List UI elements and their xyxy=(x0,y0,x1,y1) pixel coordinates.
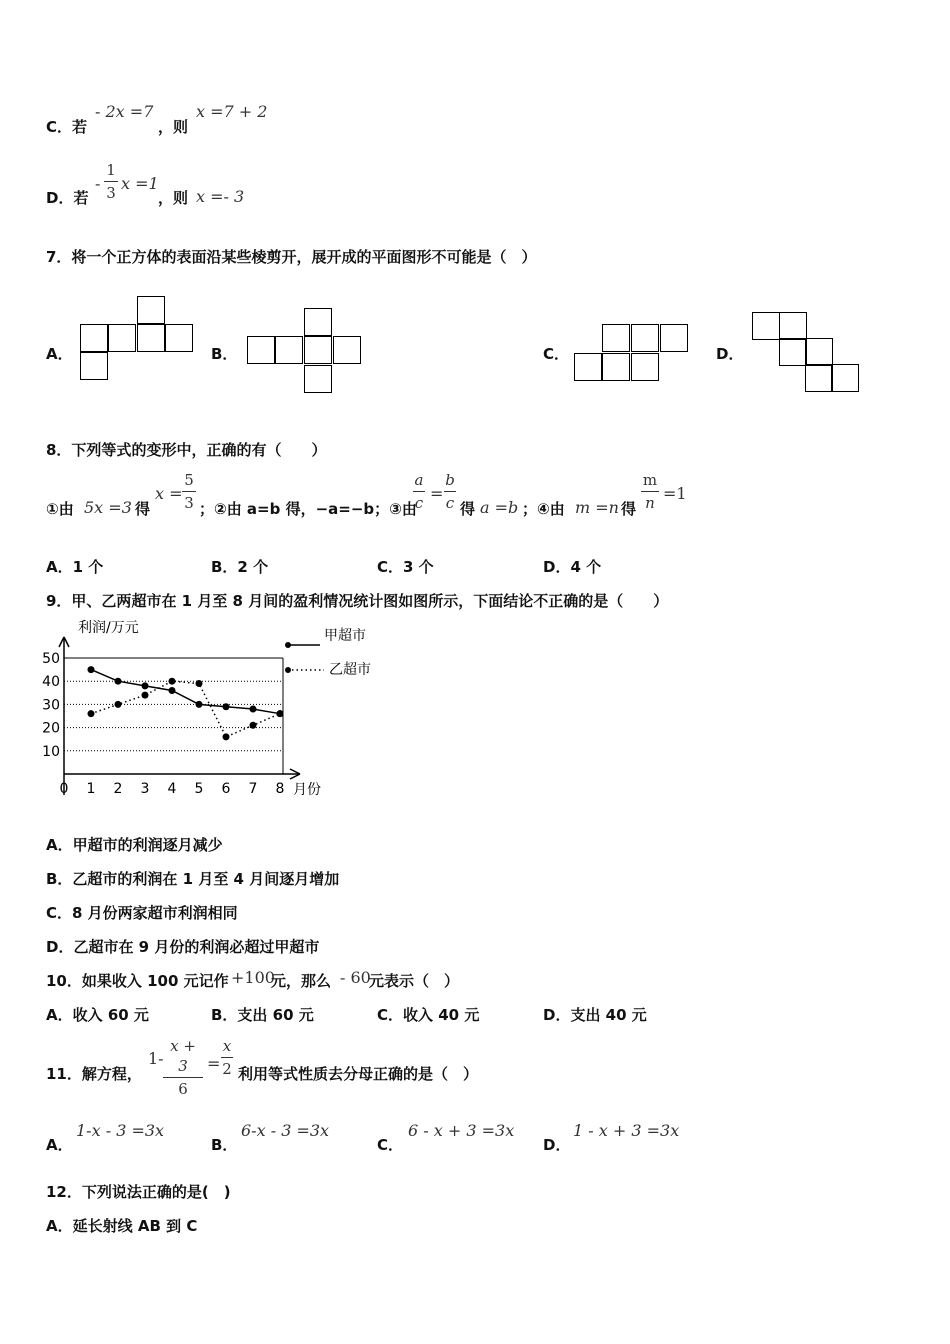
q8-s4-n: n xyxy=(645,494,655,512)
q6-d-minus: - xyxy=(95,174,101,193)
data-point-s0-m2 xyxy=(115,678,122,685)
q8-s3-de: 得 xyxy=(460,500,476,518)
q8-s4-equation: m =n xyxy=(575,498,619,517)
q6-c-label: C．若 xyxy=(46,118,88,136)
q8-s4-fraction xyxy=(641,470,659,513)
q6-d-x-equals: x =1 xyxy=(121,174,159,193)
q11-denominator-left: 6 xyxy=(178,1080,188,1098)
legend-label-jia: 甲超市 xyxy=(324,628,366,644)
q6-d-numerator: 1 xyxy=(106,161,116,179)
x-tick-label: 8 xyxy=(275,781,285,797)
q11-fraction-right xyxy=(221,1036,233,1079)
data-point-s1-m6 xyxy=(223,733,230,740)
q11-option-d-equation: 1 - x + 3 =3x xyxy=(573,1121,680,1140)
q7-stem: 7．将一个正方体的表面沿某些棱剪开，展开成的平面图形不可能是（ ） xyxy=(46,248,537,266)
q8-s3-equals: = xyxy=(430,484,444,503)
y-tick-label: 10 xyxy=(42,743,60,760)
q8-s1-fraction xyxy=(182,470,196,513)
q8-s3-fraction-a xyxy=(413,470,425,513)
ticks xyxy=(42,651,284,797)
q6-d-denominator: 3 xyxy=(106,184,116,202)
q8-s3-fraction-b xyxy=(444,470,456,513)
x-tick-label: 4 xyxy=(167,781,177,797)
profit-line-chart xyxy=(40,612,400,802)
q10-stem-part3: 元表示（ ） xyxy=(369,972,460,990)
y-axis-label: 利润/万元 xyxy=(78,620,139,636)
q7-option-d-label: D． xyxy=(716,345,744,363)
q11-one-minus: 1- xyxy=(148,1049,164,1068)
q8-s3-c2: c xyxy=(445,494,455,512)
series-points xyxy=(88,666,284,740)
q8-s1-prefix: ①由 xyxy=(46,500,74,518)
y-tick-label: 50 xyxy=(42,651,60,667)
q12-option-a: A．延长射线 AB 到 C xyxy=(46,1217,198,1235)
data-point-s0-m4 xyxy=(169,687,176,694)
q8-s3-c: c xyxy=(414,494,424,512)
y-tick-label: 30 xyxy=(42,697,60,714)
q11-numerator-right: x xyxy=(222,1037,232,1055)
x-tick-label: 0 xyxy=(59,781,69,797)
q8-option-b: B．2 个 xyxy=(211,558,269,576)
q11-option-b-label: B． xyxy=(211,1136,238,1154)
q9-option-c: C．8 月份两家超市利润相同 xyxy=(46,904,238,922)
q8-s1-de: 得 xyxy=(135,500,151,518)
x-tick-label: 5 xyxy=(194,781,204,797)
q11-option-b-equation: 6-x - 3 =3x xyxy=(241,1121,330,1140)
q6-d-then: ，则 xyxy=(158,189,189,207)
x-tick-label: 3 xyxy=(140,781,150,797)
q11-option-c-equation: 6 - x + 3 =3x xyxy=(408,1121,515,1140)
x-tick-label: 6 xyxy=(221,781,231,797)
q8-s1-numerator: 5 xyxy=(184,471,194,489)
q8-s1-denominator: 3 xyxy=(184,494,194,512)
q11-fraction-left xyxy=(163,1036,203,1099)
q9-option-b: B．乙超市的利润在 1 月至 4 月间逐月增加 xyxy=(46,870,340,888)
x-tick-label: 2 xyxy=(113,781,123,797)
q8-s2: ；②由 a=b 得，−a=−b；③由 xyxy=(199,500,417,518)
legend xyxy=(285,627,371,678)
q10-minus60: - 60 xyxy=(340,968,371,987)
q7-option-b-label: B． xyxy=(211,345,238,363)
data-point-s1-m3 xyxy=(142,692,149,699)
data-point-s0-m1 xyxy=(88,666,95,673)
q8-option-c: C．3 个 xyxy=(377,558,434,576)
q11-option-c-label: C． xyxy=(377,1136,404,1154)
q11-numerator-left: x + 3 xyxy=(170,1037,196,1075)
q6-d-result: x =- 3 xyxy=(196,187,245,206)
q8-stem: 8．下列等式的变形中，正确的有（ ） xyxy=(46,441,327,459)
q6-c-then: ，则 xyxy=(158,118,189,136)
q10-option-d: D．支出 40 元 xyxy=(543,1006,647,1024)
data-point-s1-m5 xyxy=(196,680,203,687)
q10-option-a: A．收入 60 元 xyxy=(46,1006,149,1024)
q8-option-a: A．1 个 xyxy=(46,558,104,576)
q8-s3-b: b xyxy=(445,471,455,489)
q10-stem-part1: 10．如果收入 100 元记作 xyxy=(46,972,229,990)
q8-s4-m: m xyxy=(642,471,658,489)
legend-label-yi: 乙超市 xyxy=(329,662,371,678)
data-point-s1-m2 xyxy=(115,701,122,708)
q10-plus100: +100 xyxy=(231,968,275,987)
q8-s4-prefix: ；④由 xyxy=(522,500,565,518)
data-point-s1-m8 xyxy=(277,710,284,717)
q6-c-equation: - 2x =7 xyxy=(95,102,154,121)
data-point-s0-m5 xyxy=(196,701,203,708)
q9-stem: 9．甲、乙两超市在 1 月至 8 月间的盈利情况统计图如图所示，下面结论不正确的是（ ） xyxy=(46,592,669,610)
data-point-s1-m4 xyxy=(169,678,176,685)
data-point-s0-m7 xyxy=(250,706,257,713)
q8-s4-de: 得 xyxy=(621,500,637,518)
q10-stem-part2: 元，那么 xyxy=(271,972,332,990)
q6-d-fraction xyxy=(104,160,118,203)
x-tick-label: 1 xyxy=(86,781,96,797)
x-axis-label: 月份 xyxy=(293,782,321,798)
q8-s1-x: x = xyxy=(155,484,183,503)
y-tick-label: 40 xyxy=(42,674,60,691)
q11-option-a-label: A． xyxy=(46,1136,73,1154)
data-point-s0-m3 xyxy=(142,682,149,689)
data-point-s0-m6 xyxy=(223,703,230,710)
q8-s4-result: =1 xyxy=(663,484,687,503)
data-point-s1-m1 xyxy=(88,710,95,717)
q11-option-a-equation: 1-x - 3 =3x xyxy=(76,1121,165,1140)
q11-stem-part1: 11．解方程， xyxy=(46,1065,142,1083)
q9-option-d: D．乙超市在 9 月份的利润必超过甲超市 xyxy=(46,938,320,956)
q10-option-b: B．支出 60 元 xyxy=(211,1006,314,1024)
q11-denominator-right: 2 xyxy=(222,1060,232,1078)
q9-option-a: A．甲超市的利润逐月减少 xyxy=(46,836,223,854)
q10-option-c: C．收入 40 元 xyxy=(377,1006,480,1024)
q7-option-c-label: C． xyxy=(543,345,570,363)
x-tick-label: 7 xyxy=(248,781,258,797)
q12-stem: 12．下列说法正确的是( ) xyxy=(46,1183,231,1201)
q7-option-a-label: A． xyxy=(46,345,73,363)
y-tick-label: 20 xyxy=(42,720,60,737)
q11-option-d-label: D． xyxy=(543,1136,571,1154)
q8-s3-a: a xyxy=(414,471,424,489)
q11-stem-part2: 利用等式性质去分母正确的是（ ） xyxy=(238,1065,479,1083)
q8-s3-result: a =b xyxy=(480,498,519,517)
q6-c-result: x =7 + 2 xyxy=(196,102,268,121)
data-point-s1-m7 xyxy=(250,722,257,729)
q8-option-d: D．4 个 xyxy=(543,558,602,576)
legend-marker-yi xyxy=(285,667,291,673)
q11-equals: = xyxy=(207,1054,221,1073)
q6-d-label: D．若 xyxy=(46,189,89,207)
q8-s1-equation: 5x =3 xyxy=(84,498,132,517)
